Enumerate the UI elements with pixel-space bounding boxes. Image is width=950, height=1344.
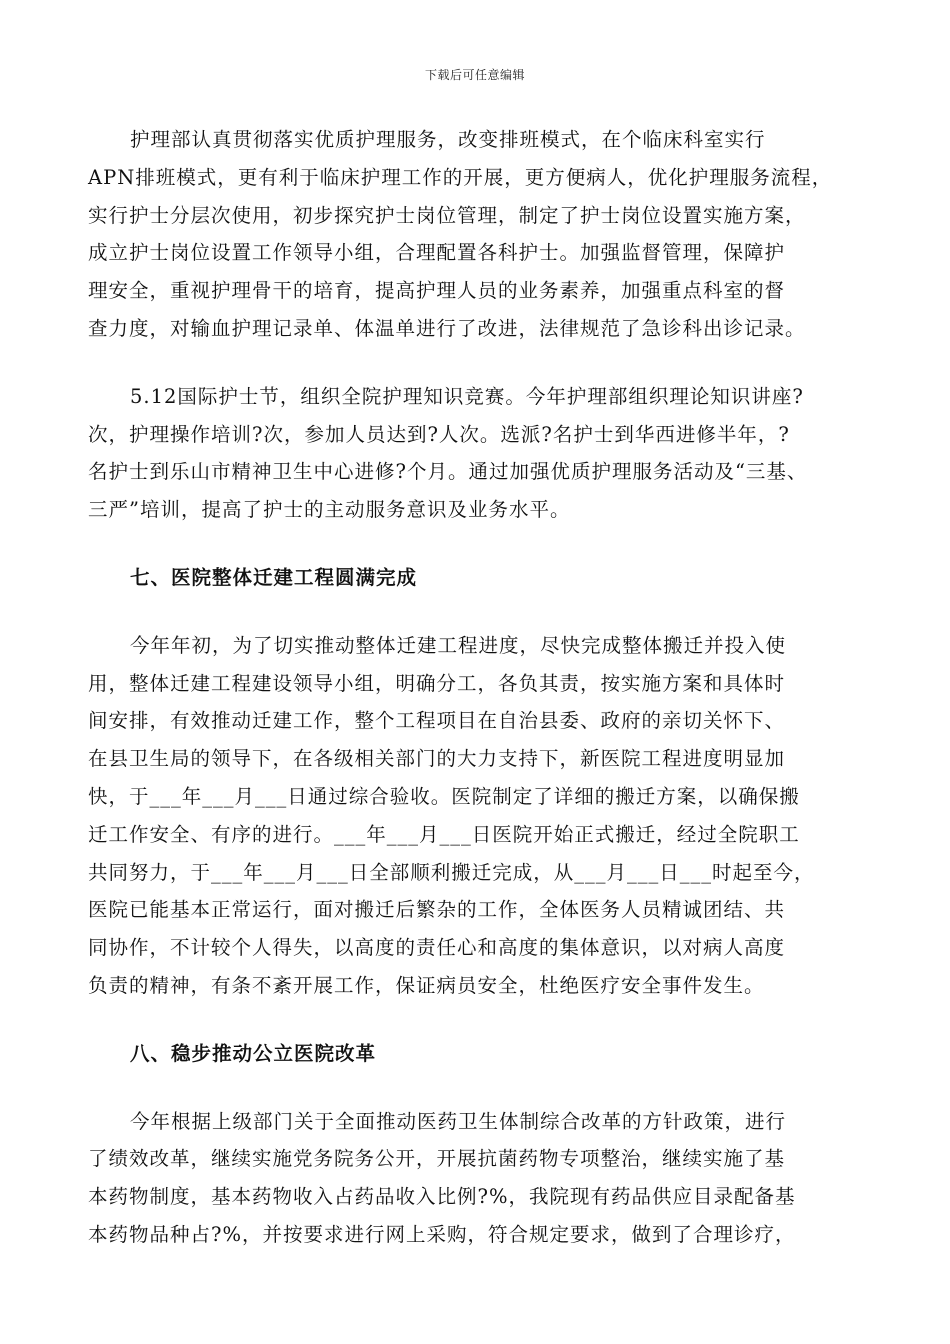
text-line: 在县卫生局的领导下，在各级相关部门的大力支持下，新医院工程进度明显加 xyxy=(88,747,786,771)
document-body xyxy=(88,121,878,1254)
text-line: 间安排，有效推动迁建工作，整个工程项目在自治县委、政府的亲切关怀下、 xyxy=(88,709,786,733)
text-line: 护理部认真贯彻落实优质护理服务，改变排班模式，在个临床科室实行 xyxy=(130,128,766,151)
text-line: 三严”培训，提高了护士的主动服务意识及业务水平。 xyxy=(88,498,571,522)
text-line: APN排班模式，更有利于临床护理工作的开展，更方便病人，优化护理服务流程， xyxy=(88,165,833,189)
text-line: 成立护士岗位设置工作领导小组，合理配置各科护士。加强监督管理，保障护 xyxy=(88,241,786,265)
text-line: 用，整体迁建工程建设领导小组，明确分工，各负其责，按实施方案和具体时 xyxy=(88,671,786,695)
paragraph-gap xyxy=(88,529,878,559)
text-line: 同协作，不计较个人得失，以高度的责任心和高度的集体意识，以对病人高度 xyxy=(88,936,786,960)
text-line: 迁工作安全、有序的进行。___年___月___日医院开始正式搬迁，经过全院职工 xyxy=(88,822,800,846)
paragraph-gap xyxy=(88,1073,878,1103)
text-line: 实行护士分层次使用，初步探究护士岗位管理，制定了护士岗位设置实施方案， xyxy=(88,203,806,227)
text-line: 本药物品种占?%，并按要求进行网上采购，符合规定要求，做到了合理诊疗， xyxy=(88,1222,796,1246)
text-line: 5.12国际护士节，组织全院护理知识竞赛。今年护理部组织理论知识讲座? xyxy=(130,384,804,408)
text-line: 今年根据上级部门关于全面推动医药卫生体制综合改革的方针政策，进行 xyxy=(130,1109,787,1133)
paragraph-hospital-reform xyxy=(88,1103,878,1254)
text-line: 理安全，重视护理骨干的培育，提高护理人员的业务素养，加强重点科室的督 xyxy=(88,279,786,303)
text-line: 本药物制度，基本药物收入占药品收入比例?%，我院现有药品供应目录配备基 xyxy=(88,1185,796,1209)
text-line: 了绩效改革，继续实施党务院务公开，开展抗菌药物专项整治，继续实施了基 xyxy=(88,1147,786,1171)
paragraph-nurses-day xyxy=(88,378,878,529)
section-heading-relocation: 七、医院整体迁建工程圆满完成 xyxy=(130,565,418,589)
paragraph-nursing-service xyxy=(88,121,878,348)
text-line: 今年年初，为了切实推动整体迁建工程进度，尽快完成整体搬迁并投入使 xyxy=(130,633,787,657)
text-line: 共同努力，于___年___月___日全部顺利搬迁完成，从___月___日___时起至今， xyxy=(88,860,815,884)
text-line: 负责的精神，有条不紊开展工作，保证病员安全，杜绝医疗安全事件发生。 xyxy=(88,973,765,997)
page-header: 下载后可任意编辑 xyxy=(424,68,525,82)
text-line: 次，护理操作培训?次，参加人员达到?人次。选派?名护士到华西进修半年，? xyxy=(88,422,790,446)
text-line: 名护士到乐山市精神卫生中心进修?个月。通过加强优质护理服务活动及“三基、 xyxy=(88,460,808,484)
text-line: 查力度，对输血护理记录单、体温单进行了改进，法律规范了急诊科出诊记录。 xyxy=(88,316,806,340)
paragraph-gap xyxy=(88,597,878,627)
text-line: 医院已能基本正常运行，面对搬迁后繁杂的工作，全体医务人员精诚团结、共 xyxy=(88,898,786,922)
text-line: 快，于___年___月___日通过综合验收。医院制定了详细的搬迁方案，以确保搬 xyxy=(88,784,800,808)
paragraph-gap xyxy=(88,348,878,378)
paragraph-gap xyxy=(88,1005,878,1035)
section-heading-reform: 八、稳步推动公立医院改革 xyxy=(130,1041,377,1065)
paragraph-relocation xyxy=(88,627,878,1005)
